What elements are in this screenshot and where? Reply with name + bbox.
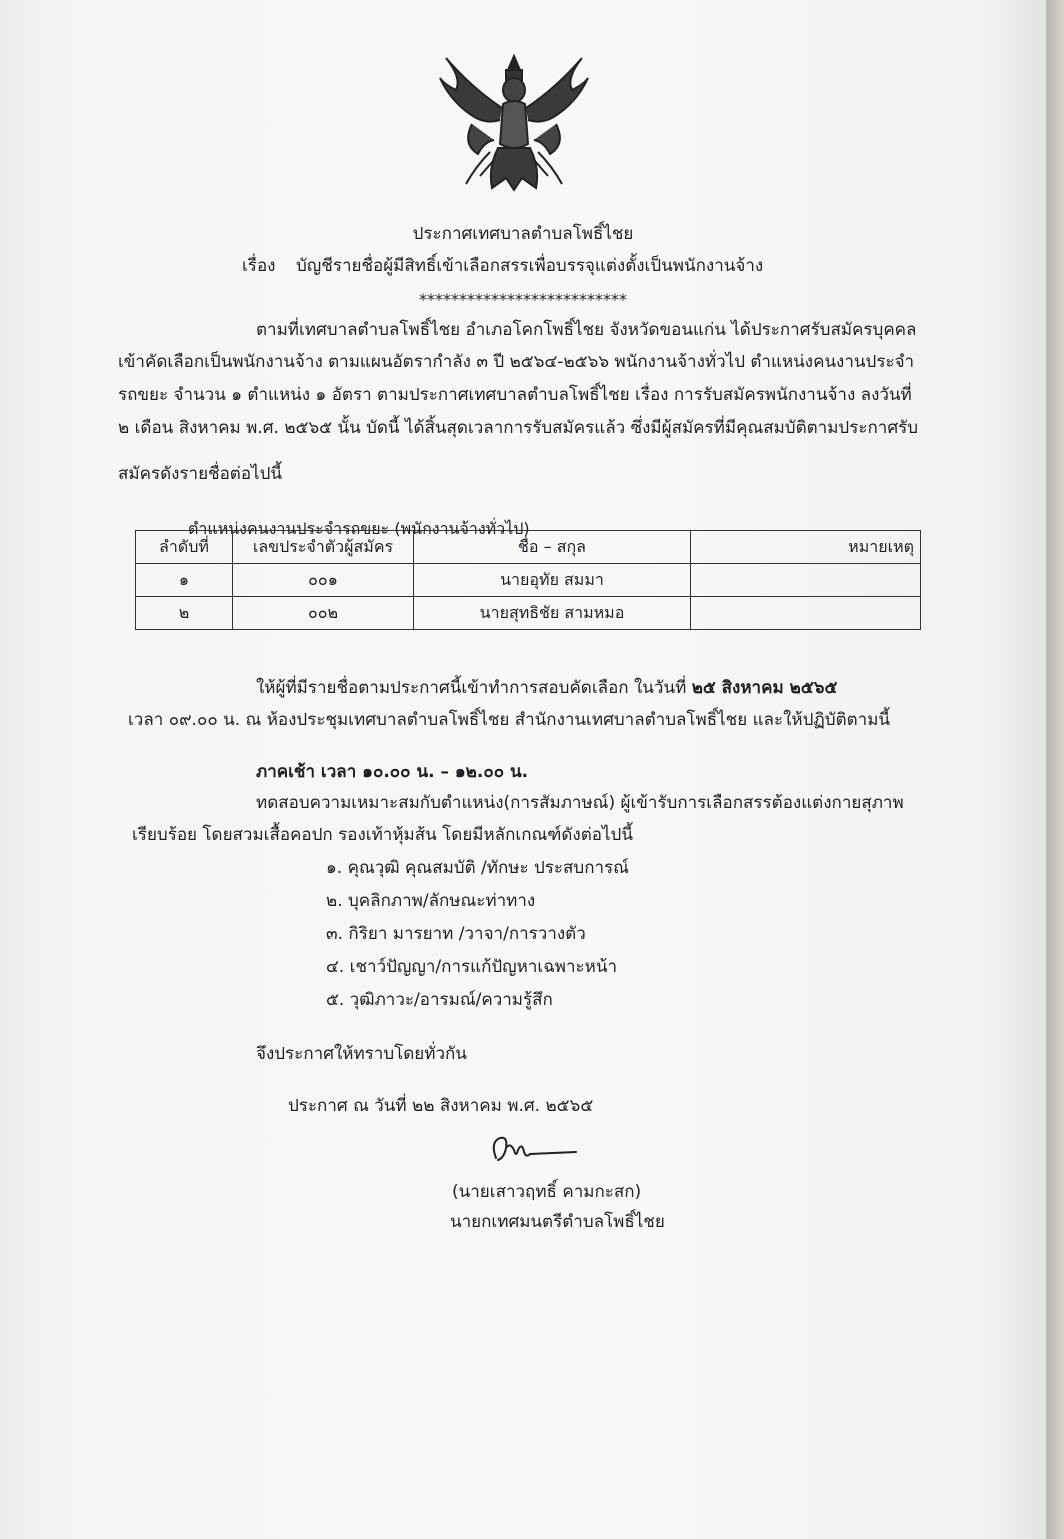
col-header-name: ชื่อ – สกุล bbox=[414, 531, 691, 564]
cell-remark bbox=[691, 564, 921, 597]
intro-line-3: รถขยะ จำนวน ๑ ตำแหน่ง ๑ อัตรา ตามประกาศเทศบาลตำบลโพธิ์ไชย เรื่อง การรับสมัครพนักงานจ้าง ลงวันที่ bbox=[118, 385, 912, 405]
cell-order: ๑ bbox=[136, 564, 233, 597]
intro-line-4: ๒ เดือน สิงหาคม พ.ศ. ๒๕๖๕ นั้น บัดนี้ ได้สิ้นสุดเวลาการรับสมัครแล้ว ซึ่งมีผู้สมัครที่มีคุณสมบัติตามประกาศรับ bbox=[118, 418, 919, 438]
org-title: ประกาศเทศบาลตำบลโพธิ์ไชย bbox=[412, 224, 634, 244]
table-header-row bbox=[136, 531, 921, 564]
criteria-item-2: ๒. บุคลิกภาพ/ลักษณะท่าทาง bbox=[326, 891, 536, 911]
exam-intro-text: ให้ผู้ที่มีรายชื่อตามประกาศนี้เข้าทำการสอบคัดเลือก ในวันที่ bbox=[256, 678, 687, 698]
closing-announce: จึงประกาศให้ทราบโดยทั่วกัน bbox=[256, 1044, 467, 1064]
criteria-item-4: ๔. เชาว์ปัญญา/การแก้ปัญหาเฉพาะหน้า bbox=[326, 957, 618, 977]
session-heading: ภาคเช้า เวลา ๑๐.๐๐ น. – ๑๒.๐๐ น. bbox=[256, 762, 529, 782]
garuda-emblem-icon bbox=[432, 48, 596, 198]
cell-applicant-id: ๐๐๒ bbox=[233, 597, 414, 630]
announce-date: ประกาศ ณ วันที่ ๒๒ สิงหาคม พ.ศ. ๒๕๖๕ bbox=[288, 1096, 594, 1116]
exam-line-2: เวลา ๐๙.๐๐ น. ณ ห้องประชุมเทศบาลตำบลโพธิ์ไชย สำนักงานเทศบาลตำบลโพธิ์ไชย และให้ปฏิบัติตามนี้ bbox=[128, 710, 891, 730]
table-row bbox=[136, 597, 921, 630]
signatory-position: นายกเทศมนตรีตำบลโพธิ์ไชย bbox=[450, 1212, 665, 1232]
cell-order: ๒ bbox=[136, 597, 233, 630]
criteria-item-3: ๓. กิริยา มารยาท /วาจา/การวางตัว bbox=[326, 924, 586, 944]
applicant-table bbox=[135, 530, 921, 630]
intro-line-5: สมัครดังรายชื่อต่อไปนี้ bbox=[118, 464, 283, 484]
session-desc-2: เรียบร้อย โดยสวมเสื้อคอปก รองเท้าหุ้มส้น โดยมีหลักเกณฑ์ดังต่อไปนี้ bbox=[132, 825, 633, 845]
cell-remark bbox=[691, 597, 921, 630]
subject-text: บัญชีรายชื่อผู้มีสิทธิ์เข้าเลือกสรรเพื่อบรรจุแต่งตั้งเป็นพนักงานจ้าง bbox=[296, 256, 764, 276]
handwritten-signature-icon bbox=[484, 1128, 584, 1172]
session-desc-1: ทดสอบความเหมาะสมกับตำแหน่ง(การสัมภาษณ์) ผู้เข้ารับการเลือกสรรต้องแต่งกายสุภาพ bbox=[256, 793, 904, 813]
exam-line-1 bbox=[256, 676, 837, 700]
criteria-item-5: ๕. วุฒิภาวะ/อารมณ์/ความรู้สึก bbox=[326, 990, 553, 1010]
table-row bbox=[136, 564, 921, 597]
cell-applicant-id: ๐๐๑ bbox=[233, 564, 414, 597]
table-caption: ตำแหน่งคนงานประจำรถขยะ (พนักงานจ้างทั่วไป) bbox=[188, 519, 530, 538]
subject-label: เรื่อง bbox=[242, 256, 276, 276]
page-edge-shadow bbox=[1046, 0, 1064, 1539]
signatory-name: (นายเสาวฤทธิ์ คามกะสก) bbox=[452, 1182, 642, 1202]
intro-line-2: เข้าคัดเลือกเป็นพนักงานจ้าง ตามแผนอัตรากำลัง ๓ ปี ๒๕๖๔-๒๕๖๖ พนักงานจ้างทั่วไป ตำแหน่งคนงานประจำ bbox=[118, 352, 915, 372]
col-header-applicant-id: เลขประจำตัวผู้สมัคร bbox=[233, 531, 414, 564]
exam-date: ๒๕ สิงหาคม ๒๕๖๕ bbox=[691, 678, 838, 698]
cell-name: นายอุทัย สมมา bbox=[414, 564, 691, 597]
cell-name: นายสุทธิชัย สามหมอ bbox=[414, 597, 691, 630]
col-header-order: ลำดับที่ bbox=[136, 531, 233, 564]
col-header-remark: หมายเหตุ bbox=[691, 531, 921, 564]
intro-line-1: ตามที่เทศบาลตำบลโพธิ์ไชย อำเภอโคกโพธิ์ไชย จังหวัดขอนแก่น ได้ประกาศรับสมัครบุคคล bbox=[256, 320, 917, 340]
criteria-item-1: ๑. คุณวุฒิ คุณสมบัติ /ทักษะ ประสบการณ์ bbox=[326, 858, 629, 878]
separator-stars: ************************** bbox=[419, 290, 627, 309]
